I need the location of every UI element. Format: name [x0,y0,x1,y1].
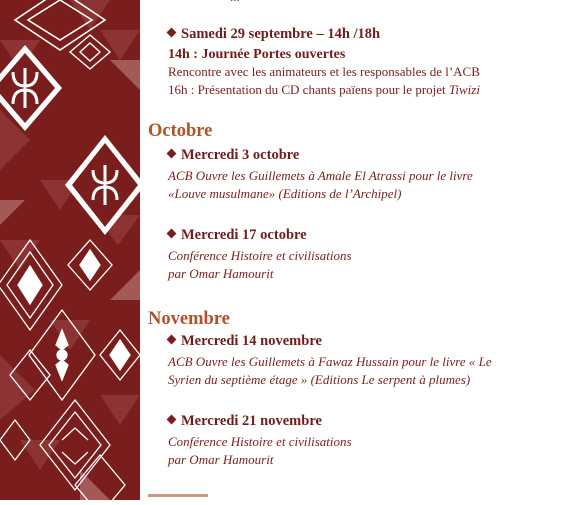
event-date-text: Mercredi 21 novembre [181,413,322,429]
event-date [168,333,570,350]
event-line: ACB Ouvre les Guillemets à Amale El Atrassi pour le livre [168,168,473,183]
event-date-text: Samedi 29 septembre – 14h /18h [181,26,381,42]
cut-off-heading-fragment [148,494,208,500]
diamond-bullet-icon [167,415,177,425]
month-heading-novembre: Novembre [148,309,230,329]
event-line: Conférence Histoire et civilisations [168,248,352,263]
event-line: ACB Ouvre les Guillemets à Fawaz Hussain pour le livre « Le [168,354,492,369]
event-subtitle: 14h : Journée Portes ouvertes [168,47,346,62]
event-date [168,147,570,164]
event-oct-17 [168,227,570,283]
event-line-text: 16h : Présentation du CD chants païens pour le projet [168,82,449,97]
diamond-bullet-icon [167,335,177,345]
event-line: «Louve musulmane» (Editions de l’Archipel) [168,186,402,201]
event-nov-21 [168,413,570,469]
diamond-bullet-icon [167,28,177,38]
event-line: par Omar Hamourit [168,266,274,281]
cut-off-heading [148,490,218,500]
event-date-text: Mercredi 3 octobre [181,147,300,163]
event-line: Rencontre avec les animateurs et les responsables de l’ACB [168,64,480,79]
diamond-bullet-icon [167,149,177,159]
cut-off-text [230,0,240,6]
event-line: par Omar Hamourit [168,452,274,467]
event-oct-3 [168,147,570,203]
berber-pattern-graphic [0,0,140,500]
event-date [168,413,570,430]
event-date-text: Mercredi 17 octobre [181,227,307,243]
event-date [168,227,570,244]
program-content [140,0,582,500]
event-date-text: Mercredi 14 novembre [181,333,322,349]
event-date [168,26,570,43]
event-nov-14 [168,333,570,389]
project-name: Tiwizi [448,82,480,97]
diamond-bullet-icon [167,229,177,239]
event-line: Syrien du septième étage » (Editions Le serpent à plumes) [168,372,471,387]
decorative-sidebar [0,0,140,500]
event-line [168,81,570,99]
event-sept-29 [168,26,570,99]
event-line: Conférence Histoire et civilisations [168,434,352,449]
month-heading-octobre: Octobre [148,121,213,141]
